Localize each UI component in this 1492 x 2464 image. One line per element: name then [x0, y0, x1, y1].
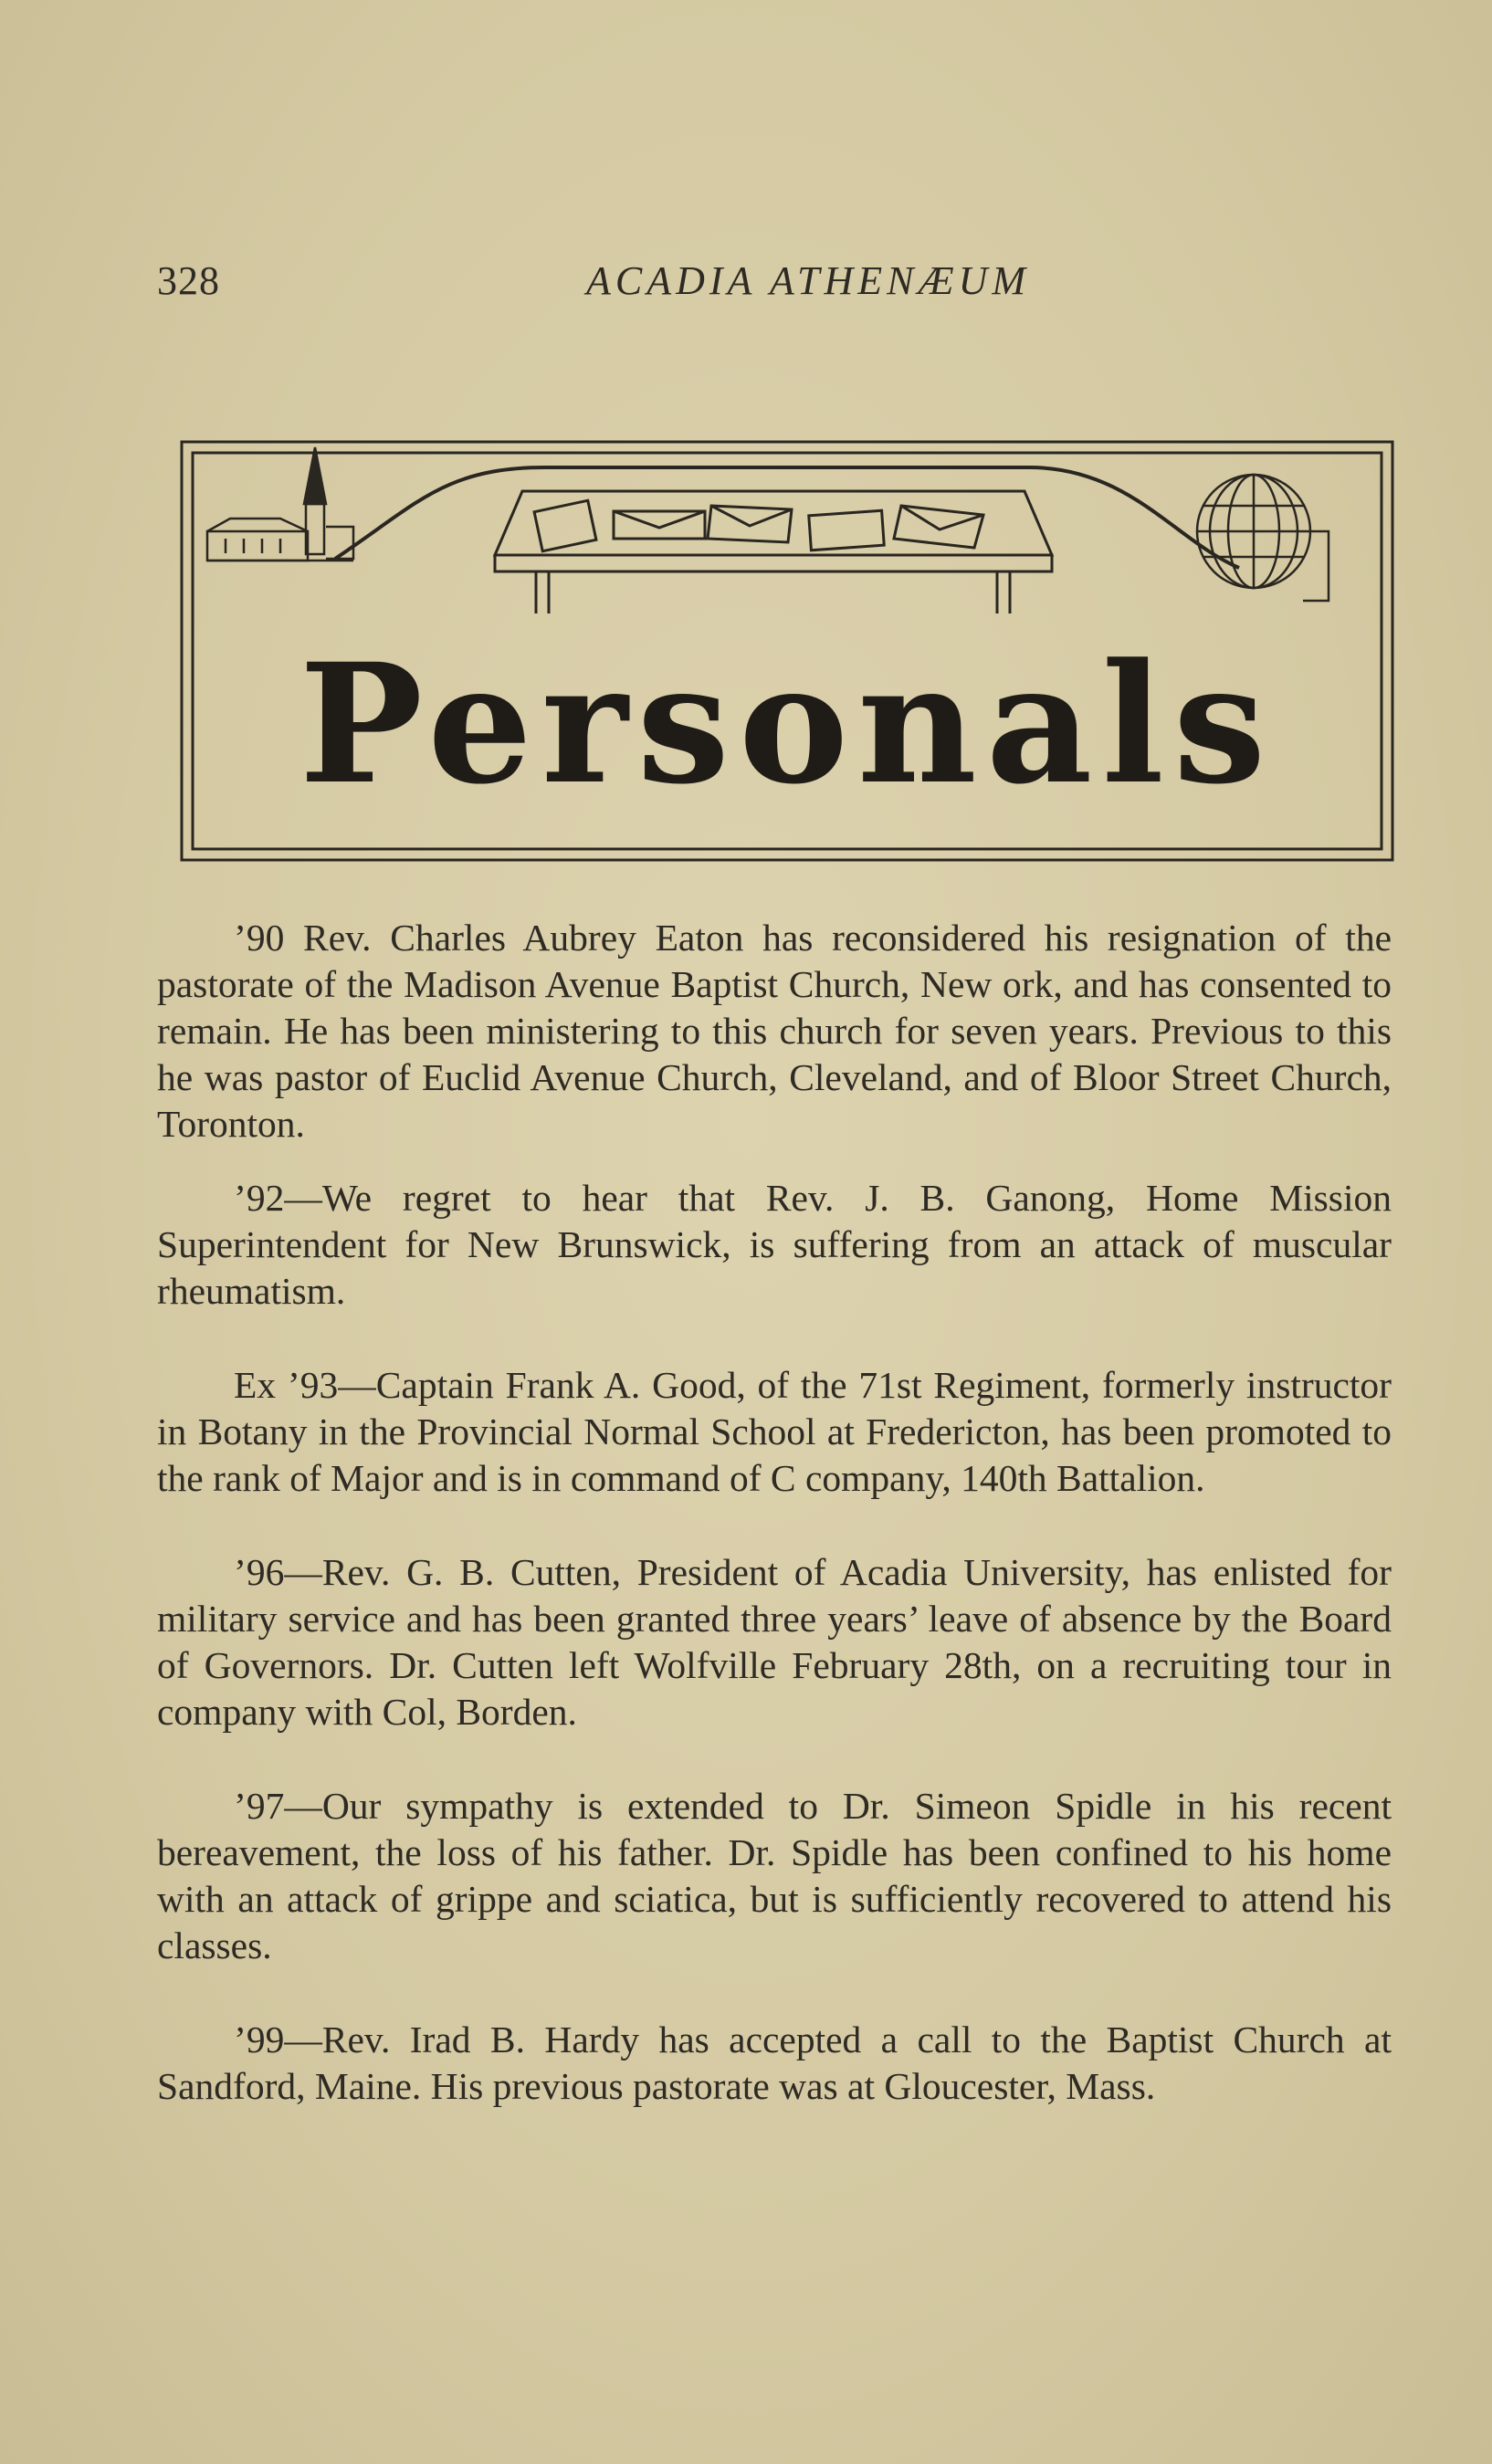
journal-title: ACADIA ATHENÆUM: [586, 258, 1031, 303]
banner-title: Personals: [299, 628, 1276, 821]
personals-banner: [180, 440, 1394, 862]
desk-with-letters-illustration: [495, 491, 1052, 613]
personal-entry: ’96—Rev. G. B. Cutten, President of Acadia University, has enlisted for military service and has been granted three years’ leave of absence by the Board of Governors. Dr. Cutten left Wolfville February 28th, on a recruiting tour in company with Col, Borden.: [157, 1551, 1392, 1733]
globe-illustration: [1197, 475, 1329, 601]
personal-entry: Ex ’93—Captain Frank A. Good, of the 71st Regiment, formerly instructor in Botany in the Provincial Normal School at Fredericton, has been promoted to the rank of Major and is in command of C company, 140th Battalion.: [157, 1364, 1392, 1499]
church-town-illustration: [207, 447, 353, 561]
page-number: 328: [157, 258, 220, 303]
personal-entry: ’92—We regret to hear that Rev. J. B. Ganong, Home Mission Superintendent for New Brunswick, is suffering from an attack of muscular rheumatism.: [157, 1177, 1392, 1312]
personal-entry: ’97—Our sympathy is extended to Dr. Simeon Spidle in his recent bereavement, the loss of his father. Dr. Spidle has been confined to his home with an attack of grippe and sciatica, but is sufficiently recovered to attend his classes.: [157, 1785, 1392, 1966]
running-head: [157, 257, 1171, 312]
personal-entry: ’90 Rev. Charles Aubrey Eaton has reconsidered his resignation of the pastorate of the Madison Avenue Baptist Church, New ork, and has consented to remain. He has been ministering to this church for seven years. Previous to this he was pastor of Euclid Avenue Church, Cleveland, and of Bloor Street Church, Toronton.: [157, 917, 1392, 1145]
banner-curve: [335, 467, 1239, 568]
personal-entry: ’99—Rev. Irad B. Hardy has accepted a call to the Baptist Church at Sandford, Maine. His previous pastorate was at Gloucester, Mass.: [157, 2018, 1392, 2107]
article-body: [157, 915, 1392, 2110]
